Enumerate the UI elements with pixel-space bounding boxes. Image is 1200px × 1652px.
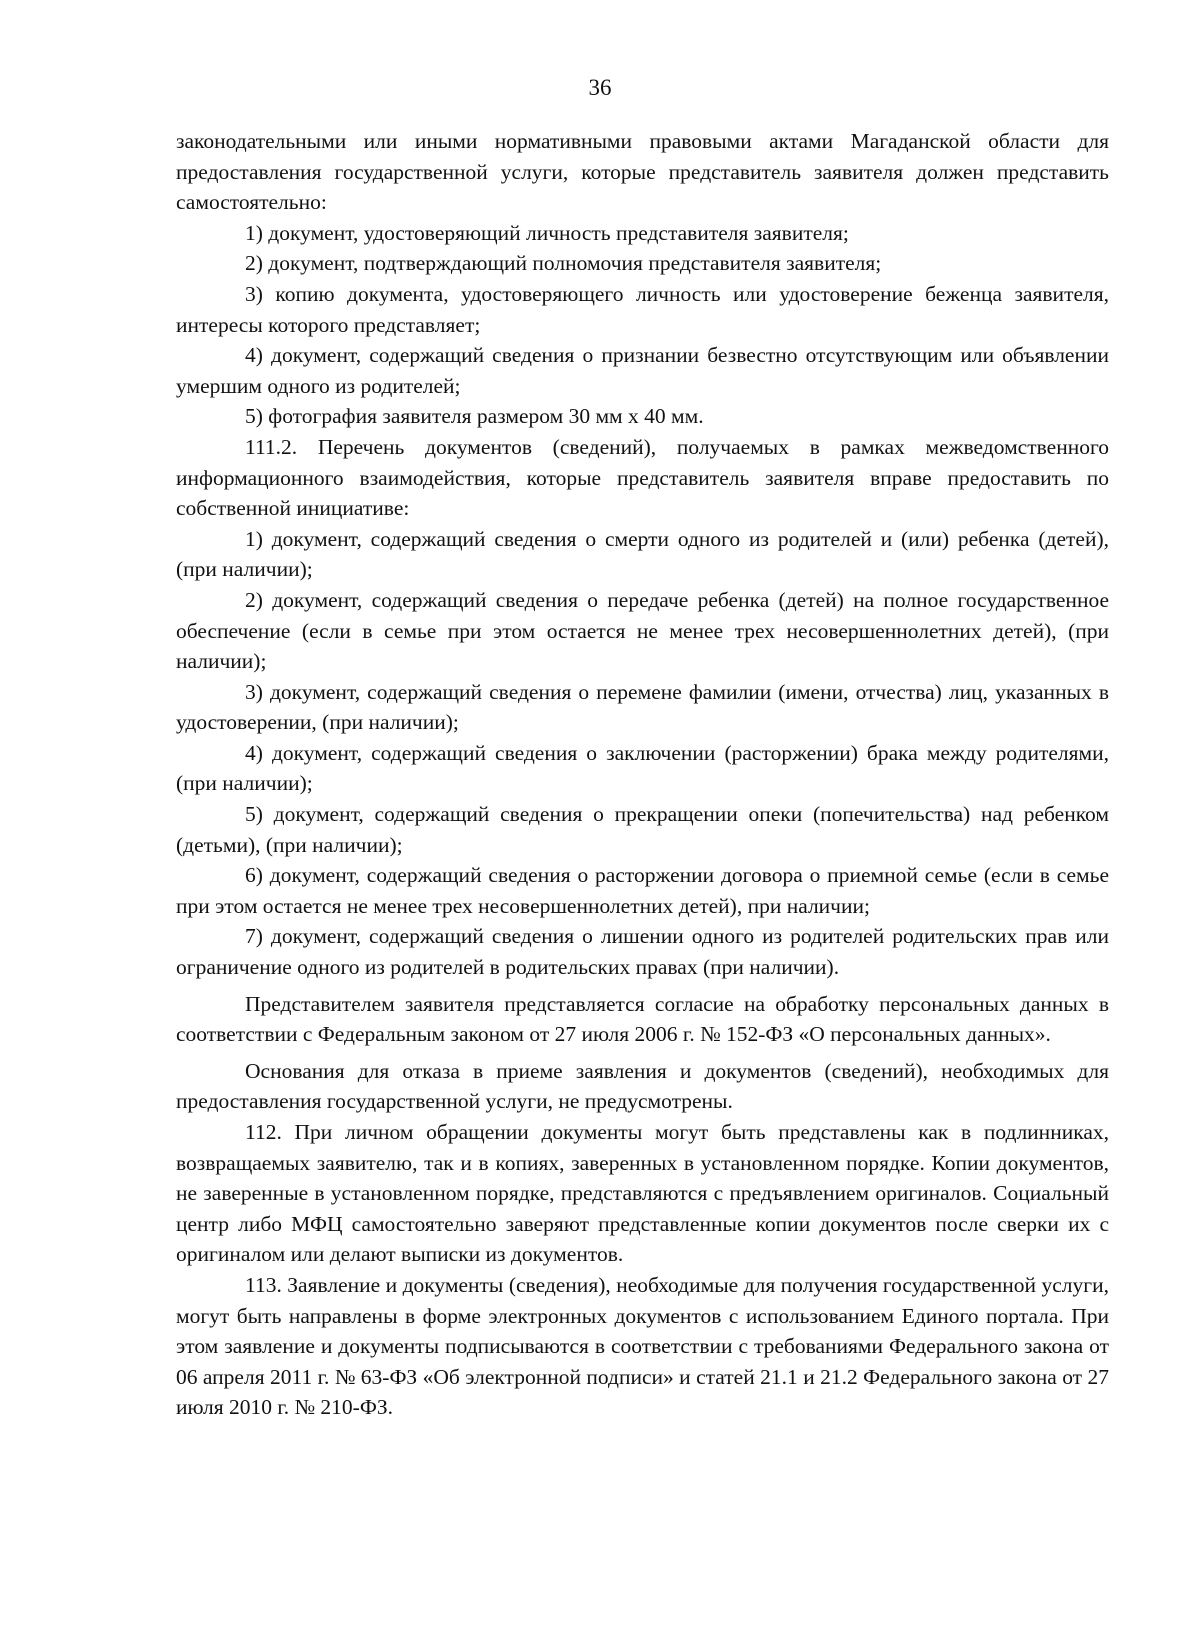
list-item-4: 4) документ, содержащий сведения о заключении (расторжении) брака между родителями, (при наличии); (176, 740, 1109, 796)
paragraph-intro-continuation: законодательными или иными нормативными правовыми актами Магаданской области для предоставления государственной услуги, которые представитель заявителя должен представить самостоятельно: (176, 129, 1109, 215)
list-item-7: 7) документ, содержащий сведения о лишении одного из родителей родительских прав или ограничение одного из родителей в родительских правах (при наличии). (176, 924, 1109, 980)
page-number: 36 (588, 75, 612, 100)
document-body (176, 126, 1109, 1423)
list-item-3: 3) документ, содержащий сведения о перемене фамилии (имени, отчества) лиц, указанных в удостоверении, (при наличии); (176, 679, 1109, 735)
list-item-3: 3) копию документа, удостоверяющего личность или удостоверение беженца заявителя, интересы которого представляет; (176, 281, 1109, 337)
list-item-6: 6) документ, содержащий сведения о расторжении договора о приемной семье (если в семье при этом остается не менее трех несовершеннолетних детей), при наличии; (176, 863, 1109, 918)
list-item-1: 1) документ, содержащий сведения о смерти одного из родителей и (или) ребенка (детей), (при наличии); (176, 526, 1109, 582)
section-113: 113. Заявление и документы (сведения), необходимые для получения государственной услуги, могут быть направлены в форме электронных документов с использованием Единого портала. При этом заявление и документы подписываются в соответствии с требованиями Федерального закона от 06 апреля 2011 г. № 63-ФЗ «Об электронной подписи» и статей 21.1 и 21.2 Федерального закона от 27 июля 2010 г. № 210-ФЗ. (176, 1272, 1109, 1420)
paragraph-refusal-grounds: Основания для отказа в приеме заявления и документов (сведений), необходимых для предоставления государственной услуги, не предусмотрены. (176, 1058, 1109, 1114)
list-item-4: 4) документ, содержащий сведения о признании безвестно отсутствующим или объявлении умершим одного из родителей; (176, 343, 1109, 398)
paragraph-consent: Представителем заявителя представляется согласие на обработку персональных данных в соответствии с Федеральным законом от 27 июля 2006 г. № 152-ФЗ «О персональных данных». (176, 991, 1109, 1047)
section-112: 112. При личном обращении документы могут быть представлены как в подлинниках, возвращаемых заявителю, так и в копиях, заверенных в установленном порядке. Копии документов, не заверенные в установленном порядке, представляются с предъявлением оригиналов. Социальный центр либо МФЦ самостоятельно заверяют представленные копии документов после сверки их с оригиналом или делают выписки из документов. (176, 1120, 1109, 1267)
list-item-2: 2) документ, содержащий сведения о передаче ребенка (детей) на полное государственное обеспечение (если в семье при этом остается не менее трех несовершеннолетних детей), (при наличии); (176, 587, 1109, 674)
list-item-5: 5) документ, содержащий сведения о прекращении опеки (попечительства) над ребенком (детьми), (при наличии); (176, 802, 1109, 857)
list-item-5: 5) фотография заявителя размером 30 мм х 40 мм. (245, 404, 704, 429)
list-item-2: 2) документ, подтверждающий полномочия представителя заявителя; (245, 251, 882, 276)
list-item-1: 1) документ, удостоверяющий личность представителя заявителя; (245, 220, 849, 245)
section-111-2: 111.2. Перечень документов (сведений), получаемых в рамках межведомственного информационного взаимодействия, которые представитель заявителя вправе предоставить по собственной инициативе: (176, 434, 1109, 521)
